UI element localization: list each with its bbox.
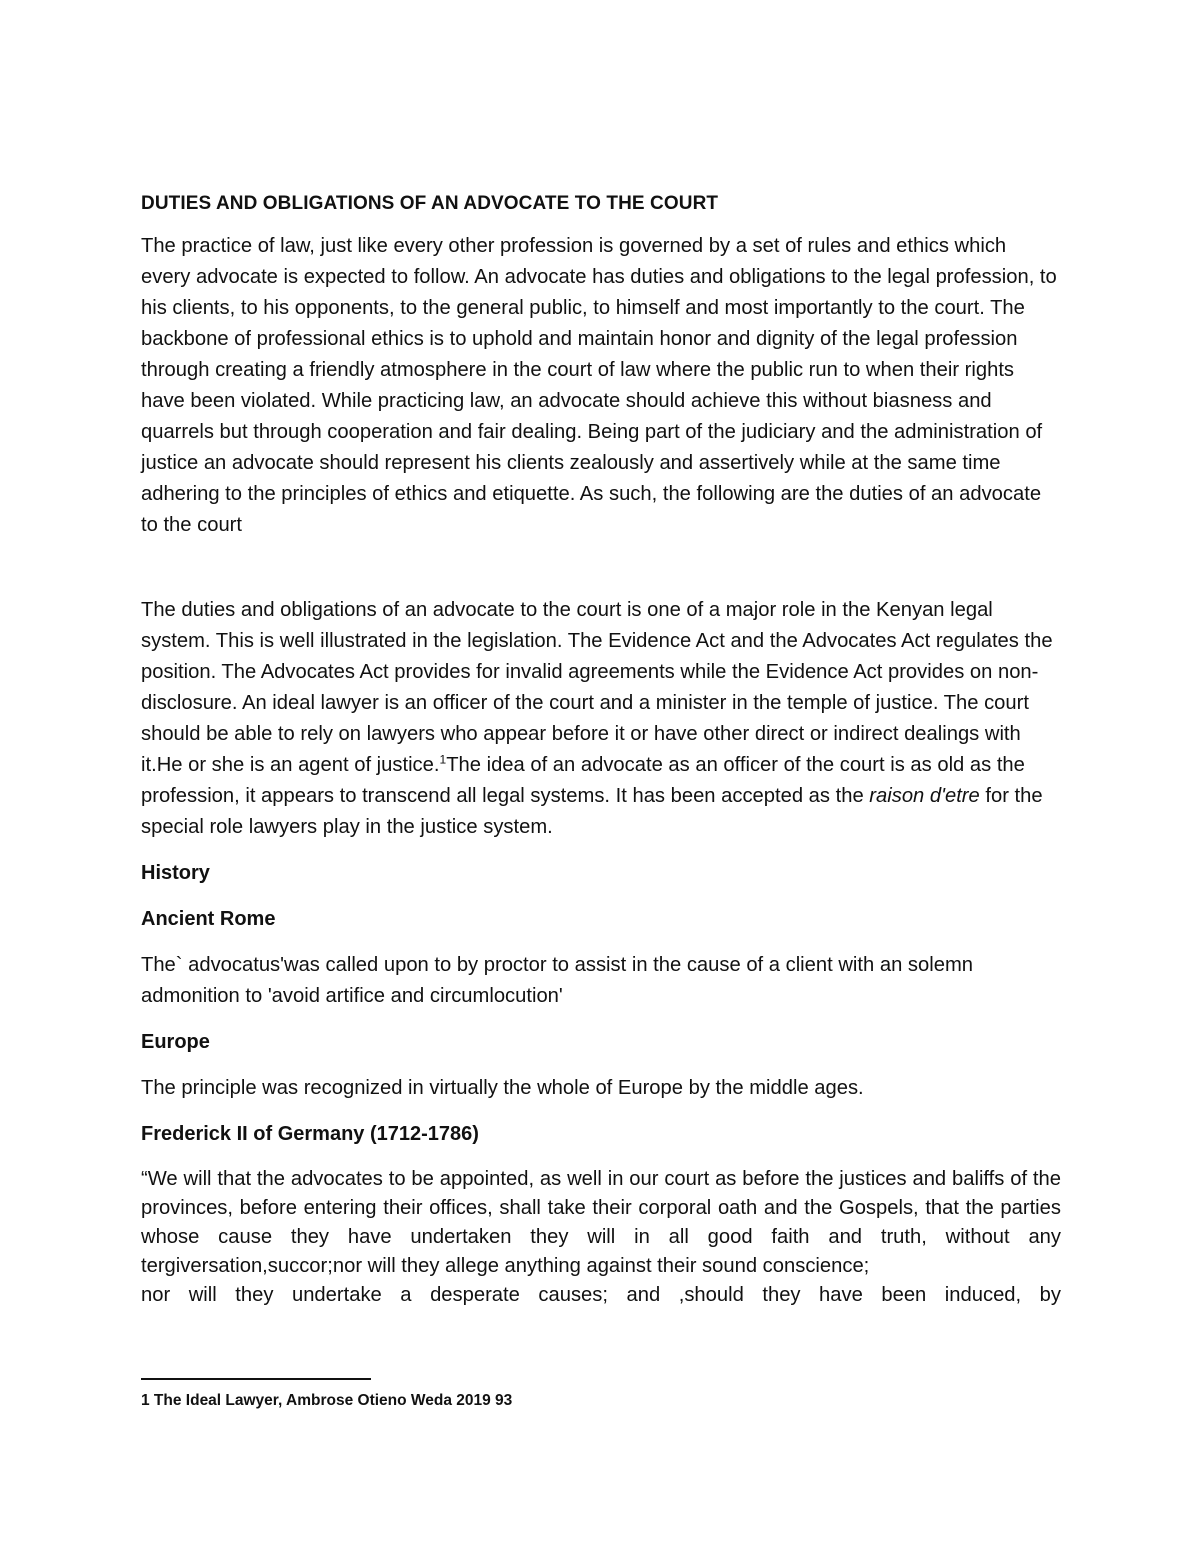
europe-text: The principle was recognized in virtually the whole of Europe by the middle ages. <box>141 1077 864 1099</box>
paragraph-spacer <box>141 1012 1061 1027</box>
footnote-divider <box>141 1378 371 1380</box>
ancient-rome-text: The` advocatus'was called upon to by proctor to assist in the cause of a client with an solemn admonition to 'avoid artifice and circumlocution' <box>141 954 973 1007</box>
second-paragraph <box>141 595 1061 843</box>
document-body <box>141 190 1061 1310</box>
quote-last-line: nor will they undertake a desperate causes; and ,should they have been induced, by <box>141 1284 1061 1306</box>
section-heading-europe: Europe <box>141 1031 210 1053</box>
section-heading-frederick: Frederick II of Germany (1712-1786) <box>141 1123 479 1145</box>
paragraph-spacer <box>141 1104 1061 1119</box>
paragraph-spacer <box>141 889 1061 904</box>
frederick-quote <box>141 1165 1061 1310</box>
paragraph-spacer <box>141 541 1061 595</box>
footnote-text: 1 The Ideal Lawyer, Ambrose Otieno Weda 2019 93 <box>141 1392 513 1409</box>
section-heading-ancient-rome: Ancient Rome <box>141 908 276 930</box>
section-heading-history: History <box>141 862 210 884</box>
paragraph-spacer <box>141 1150 1061 1165</box>
document-title: DUTIES AND OBLIGATIONS OF AN ADVOCATE TO THE COURT <box>141 193 719 214</box>
second-paragraph-part3: for the special role lawyers play in the justice system. <box>141 785 1043 838</box>
footnote-reference: 1 <box>439 752 447 767</box>
intro-paragraph: The practice of law, just like every other profession is governed by a set of rules and ethics which every advocate is expected to follow. An advocate has duties and obligations to the legal profession, to his clients, to his opponents, to the general public, to himself and most importantly to the court. The backbone of professional ethics is to uphold and maintain honor and dignity of the legal profession through creating a friendly atmosphere in the court of law where the public run to when their rights have been violated. While practicing law, an advocate should achieve this without biasness and quarrels but through cooperation and fair dealing. Being part of the judiciary and the administration of justice an advocate should represent his clients zealously and assertively while at the same time adhering to the principles of ethics and etiquette. As such, the following are the duties of an advocate to the court <box>141 235 1057 536</box>
paragraph-spacer <box>141 1058 1061 1073</box>
quote-body: “We will that the advocates to be appointed, as well in our court as before the justices and baliffs of the provinces, before entering their offices, shall take their corporal oath and the Gospels, that the parties whose cause they have undertaken they will in all good faith and truth, without any tergiversation,succor;nor will they allege anything against their sound conscience; <box>141 1168 1061 1277</box>
second-paragraph-part1: The duties and obligations of an advocate to the court is one of a major role in the Kenyan legal system. This is well illustrated in the legislation. The Evidence Act and the Advocates Act regulates the position. The Advocates Act provides for invalid agreements while the Evidence Act provides on non-disclosure. An ideal lawyer is an officer of the court and a minister in the temple of justice. The court should be able to rely on lawyers who appear before it or have other direct or indirect dealings with it.He or she is an agent of justice. <box>141 599 1053 776</box>
paragraph-spacer <box>141 935 1061 950</box>
italic-phrase: raison d'etre <box>869 785 980 807</box>
paragraph-spacer <box>141 843 1061 858</box>
second-paragraph-part2: The idea of an advocate as an officer of the court is as old as the profession, it appears to transcend all legal systems. It has been accepted as the <box>141 754 1025 807</box>
